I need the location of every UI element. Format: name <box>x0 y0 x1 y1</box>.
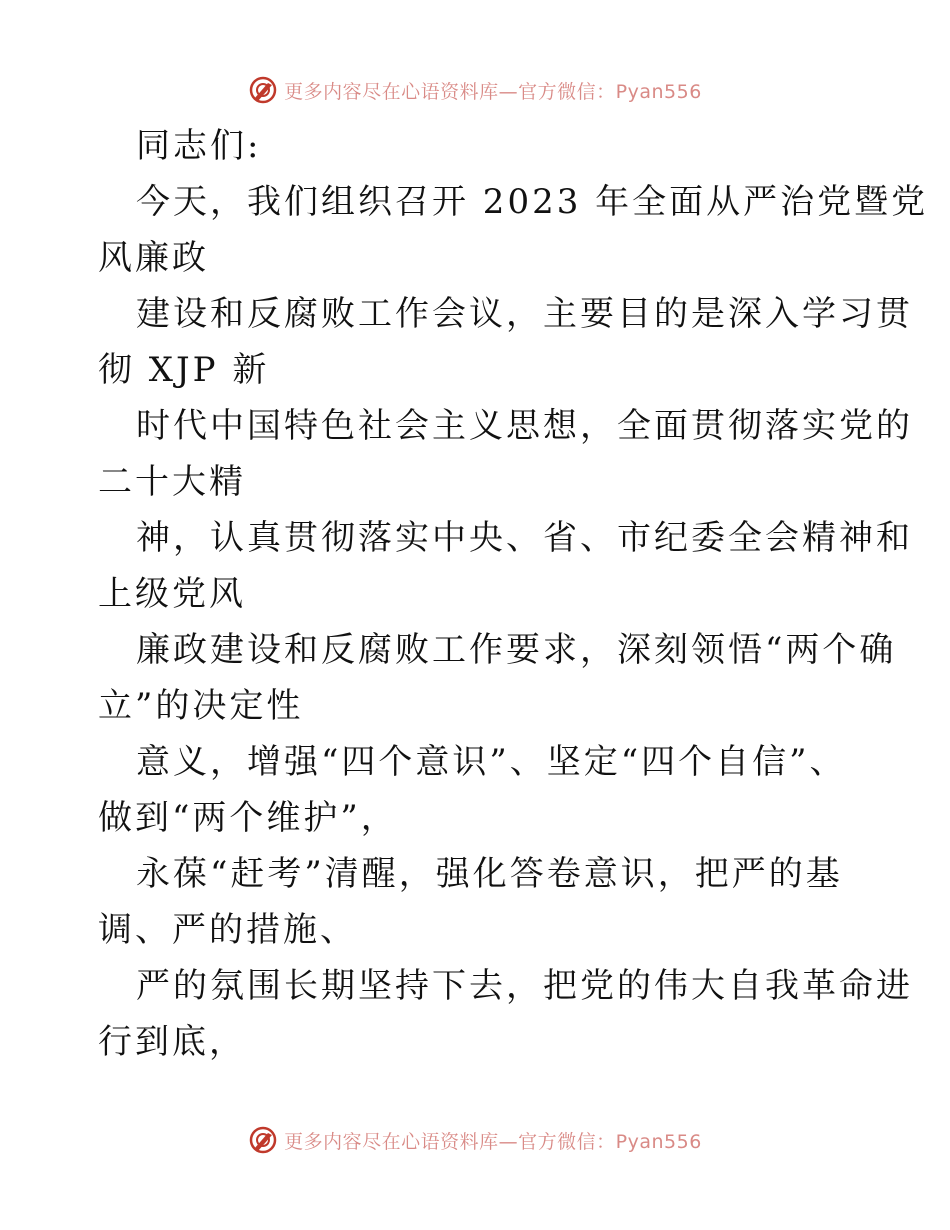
text-line: 立”的决定性 <box>98 686 304 726</box>
text-line: 彻 XJP 新 <box>98 350 270 390</box>
document-body <box>98 118 929 1070</box>
watermark-text: 更多内容尽在心语资料库—官方微信：Pyan556 <box>284 1130 702 1153</box>
text-line: 二十大精 <box>98 462 246 502</box>
text-line: 时代中国特色社会主义思想，全面贯彻落实党的 <box>136 406 913 446</box>
pen-logo-icon <box>248 75 278 105</box>
watermark-header <box>0 70 950 110</box>
text-line: 做到“两个维护”， <box>98 798 398 838</box>
text-line: 风廉政 <box>98 238 209 278</box>
text-line: 意义，增强“四个意识”、坚定“四个自信”、 <box>136 742 847 782</box>
watermark-footer <box>0 1120 950 1160</box>
watermark-text: 更多内容尽在心语资料库—官方微信：Pyan556 <box>284 80 702 103</box>
text-line: 神，认真贯彻落实中央、省、市纪委全会精神和 <box>136 518 913 558</box>
text-line: 廉政建设和反腐败工作要求，深刻领悟“两个确 <box>136 630 897 670</box>
text-line: 调、严的措施、 <box>98 910 357 950</box>
text-line: 上级党风 <box>98 574 246 614</box>
text-line: 严的氛围长期坚持下去，把党的伟大自我革命进 <box>136 966 913 1006</box>
text-line: 行到底， <box>98 1022 246 1062</box>
text-line: 永葆“赶考”清醒，强化答卷意识，把严的基 <box>136 854 843 894</box>
text-line: 今天，我们组织召开 2023 年全面从严治党暨党 <box>136 182 929 222</box>
pen-logo-icon <box>248 1125 278 1155</box>
text-line: 同志们: <box>136 126 262 166</box>
text-line: 建设和反腐败工作会议，主要目的是深入学习贯 <box>136 294 913 334</box>
